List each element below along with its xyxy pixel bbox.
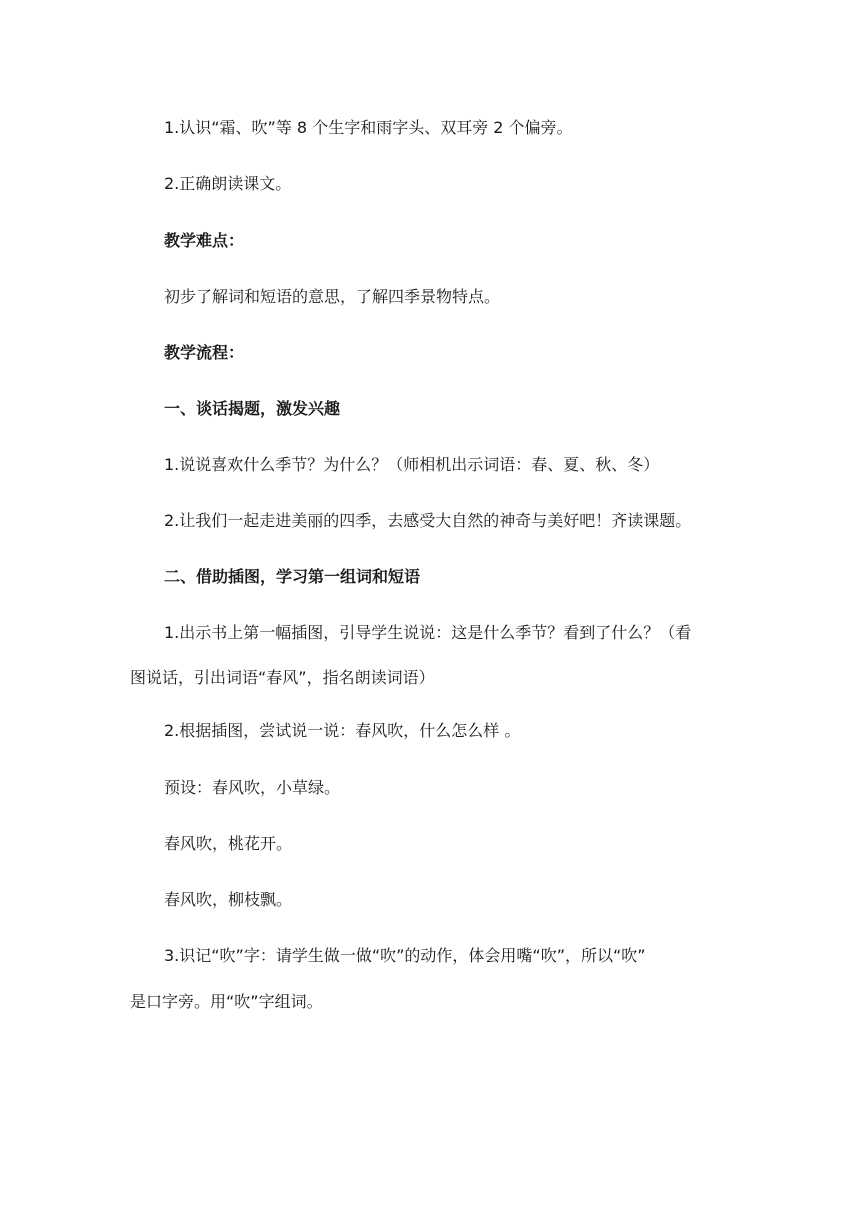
- section-heading-process: 教学流程：: [164, 343, 245, 362]
- step-2-item-3: 3.识记“吹”字：请学生做一做“吹”的动作，体会用嘴“吹”，所以“吹”: [164, 946, 646, 965]
- step-2-item-1-continued: 图说话，引出词语“春风”，指名朗读词语）: [130, 668, 435, 687]
- step-2-item-3-continued: 是口字旁。用“吹”字组词。: [130, 992, 323, 1011]
- difficulty-text: 初步了解词和短语的意思，了解四季景物特点。: [164, 287, 501, 306]
- objective-2: 2.正确朗读课文。: [164, 174, 292, 193]
- objective-1: 1.认识“霜、吹”等 8 个生字和雨字头、双耳旁 2 个偏旁。: [164, 118, 573, 137]
- step-1-item-2: 2.让我们一起走进美丽的四季，去感受大自然的神奇与美好吧！齐读课题。: [164, 511, 692, 530]
- step-1-item-1: 1.说说喜欢什么季节？为什么？（师相机出示词语：春、夏、秋、冬）: [164, 455, 660, 474]
- step-2-item-2: 2.根据插图，尝试说一说：春风吹，什么怎么样 。: [164, 721, 521, 740]
- step-heading-2: 二、借助插图，学习第一组词和短语: [164, 567, 421, 586]
- preset-example-2: 春风吹，桃花开。: [164, 834, 293, 853]
- step-heading-1: 一、谈话揭题，激发兴趣: [164, 399, 341, 418]
- preset-example-1: 预设：春风吹，小草绿。: [164, 778, 341, 797]
- section-heading-difficulty: 教学难点：: [164, 231, 245, 250]
- preset-example-3: 春风吹，柳枝飘。: [164, 890, 293, 909]
- step-2-item-1: 1.出示书上第一幅插图，引导学生说说：这是什么季节？看到了什么？（看: [164, 623, 692, 642]
